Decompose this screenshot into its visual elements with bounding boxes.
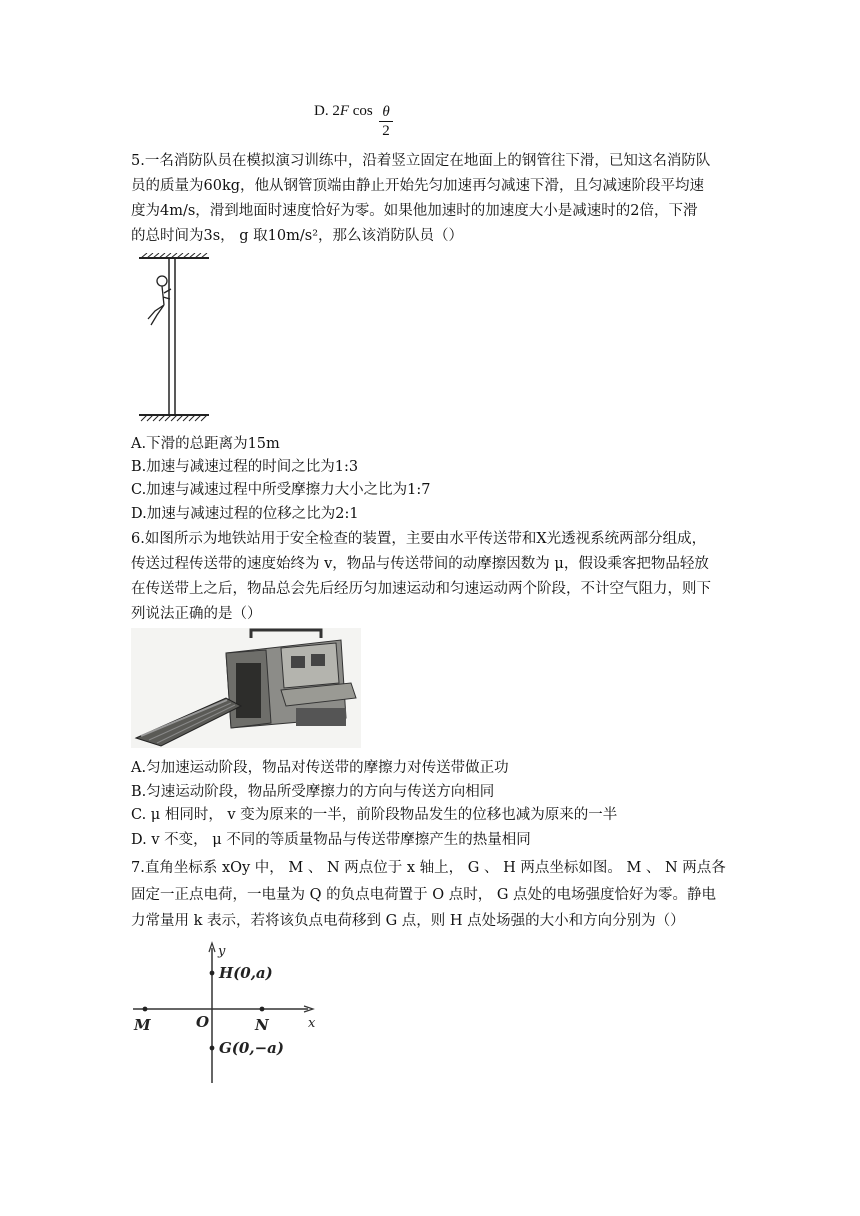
q5-stem-line-3: 度为4m/s，滑到地面时速度恰好为零。如果他加速时的加速度大小是减速时的2倍，下滑 — [131, 203, 698, 219]
point-g-label: G(0,−a) — [219, 1039, 284, 1057]
origin-label: O — [196, 1013, 210, 1031]
q5-stem-line-4: 的总时间为3s， g 取10m/s²，那么该消防队员（） — [131, 228, 464, 244]
q6-stem-line-2: 传送过程传送带的速度始终为 v，物品与传送带间的动摩擦因数为 μ，假设乘客把物品轻放 — [131, 556, 709, 572]
firefighter-pole-figure — [133, 253, 213, 425]
q5-stem-line-1: 5.一名消防队员在模拟演习训练中，沿着竖立固定在地面上的钢管往下滑，已知这名消防队 — [131, 153, 711, 169]
q5-option-c: C.加速与减速过程中所受摩擦力大小之比为1:7 — [131, 482, 431, 498]
q6-option-b: B.匀速运动阶段，物品所受摩擦力的方向与传送方向相同 — [131, 784, 495, 800]
security-scanner-photo — [131, 628, 361, 748]
q7-stem-line-3: 力常量用 k 表示，若将该负点电荷移到 G 点，则 H 点处场强的大小和方向分别为（） — [131, 913, 685, 929]
q6-option-c: C. μ 相同时， v 变为原来的一半，前阶段物品发生的位移也减为原来的一半 — [131, 807, 618, 823]
q6-stem-line-4: 列说法正确的是（） — [131, 606, 262, 622]
point-m-label: M — [134, 1016, 151, 1034]
q6-stem-line-1: 6.如图所示为地铁站用于安全检查的装置，主要由水平传送带和X光透视系统两部分组成， — [131, 531, 707, 547]
q6-stem-line-3: 在传送带上之后，物品总会先后经历匀加速运动和匀速运动两个阶段，不计空气阻力，则下 — [131, 581, 711, 597]
q5-stem-line-2: 员的质量为60kg，他从钢管顶端由静止开始先匀加速再匀减速下滑，且匀减速阶段平均速 — [131, 178, 705, 194]
point-h-label: H(0,a) — [219, 964, 273, 982]
point-n-label: N — [255, 1016, 269, 1034]
q7-stem-line-2: 固定一正点电荷，一电量为 Q 的负点电荷置于 O 点时， G 点处的电场强度恰好为零。静电 — [131, 887, 717, 903]
q4-option-d — [314, 103, 373, 120]
q6-option-d: D. v 不变， μ 不同的等质量物品与传送带摩擦产生的热量相同 — [131, 832, 531, 848]
coordinate-system-figure — [128, 938, 328, 1086]
fraction-numerator: θ — [382, 104, 390, 120]
q4-option-d-var: F — [339, 103, 350, 119]
q5-option-d: D.加速与减速过程的位移之比为2:1 — [131, 506, 359, 522]
fraction-denominator: 2 — [382, 123, 390, 139]
q6-option-a: A.匀加速运动阶段，物品对传送带的摩擦力对传送带做正功 — [131, 760, 509, 776]
q4-option-d-prefix: D. 2 — [314, 103, 340, 119]
fraction-bar — [379, 121, 393, 122]
y-axis-label: y — [218, 944, 226, 959]
q7-stem-line-1: 7.直角坐标系 xOy 中， M 、 N 两点位于 x 轴上， G 、 H 两点坐标如图。 M 、 N 两点各 — [131, 860, 726, 876]
q4-option-d-func: cos — [352, 103, 373, 119]
q5-option-a: A.下滑的总距离为15m — [131, 436, 280, 452]
q4-option-d-fraction — [378, 104, 394, 139]
x-axis-label: x — [308, 1016, 316, 1031]
q5-option-b: B.加速与减速过程的时间之比为1:3 — [131, 459, 359, 475]
